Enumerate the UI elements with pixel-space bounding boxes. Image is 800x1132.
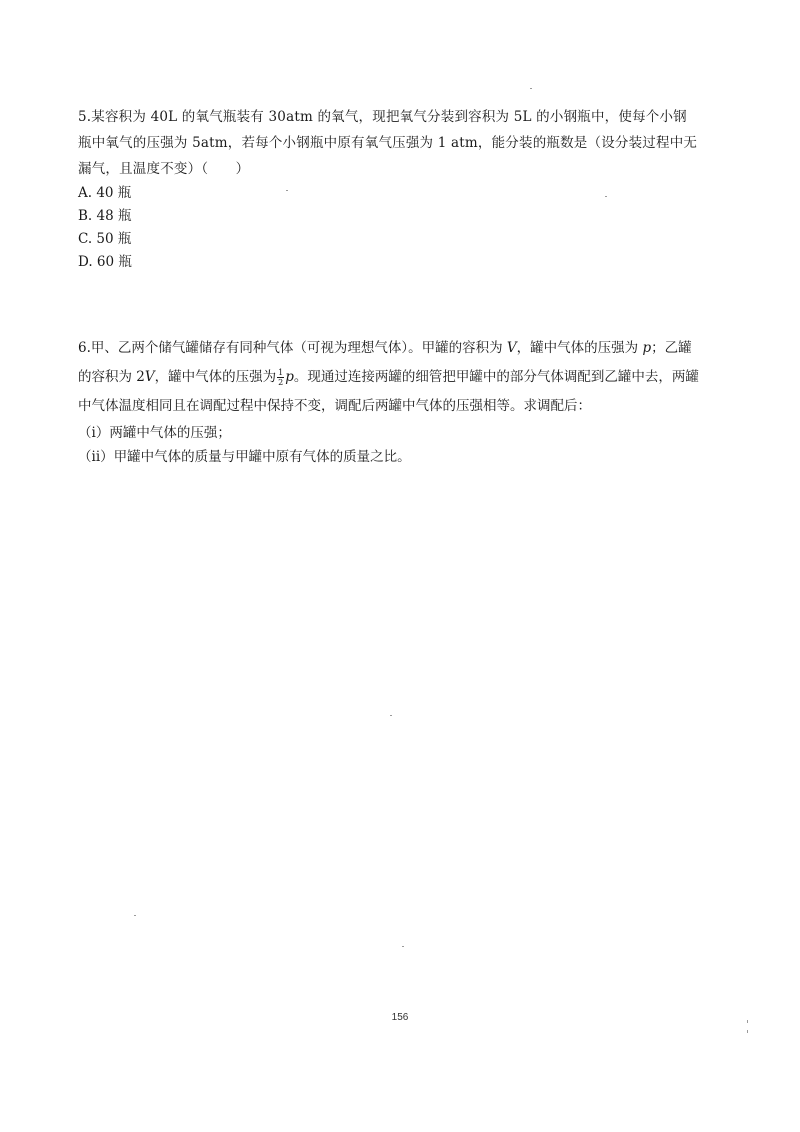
q6-text-3: ；乙罐的容积为 2 xyxy=(78,340,692,385)
scan-speck xyxy=(134,915,136,916)
question-6-stem xyxy=(78,334,700,421)
sub-question-ii: （ii）甲罐中气体的质量与甲罐中原有气体的质量之比。 xyxy=(78,449,411,465)
question-5 xyxy=(78,104,700,274)
var-p-2: p xyxy=(285,369,294,385)
scan-speck xyxy=(747,1030,748,1033)
var-v: V xyxy=(506,340,517,356)
q6-text-5: 。现通过连接两罐的细管把甲罐中的部分气体调配到乙罐中去，两罐中气体温度相同且在调配过程中保持不变，调配后两罐中气体的压强相等。求调配后： xyxy=(78,369,699,414)
scan-speck xyxy=(747,1020,748,1023)
option-b: B. 48 瓶 xyxy=(78,208,132,224)
option-a: A. 40 瓶 xyxy=(78,185,132,201)
scan-speck xyxy=(390,715,392,716)
scan-speck xyxy=(605,196,607,197)
fraction-denominator: 2 xyxy=(278,378,284,387)
scan-speck xyxy=(286,190,288,191)
question-5-stem: 5.某容积为 40L 的氧气瓶装有 30atm 的氧气，现把氧气分装到容积为 5L 的小钢瓶中，使每个小钢瓶中氧气的压强为 5atm，若每个小钢瓶中原有氧气压强为 1 atm，能分装的瓶数是（设分装过程中无漏气，且温度不变）（ ） xyxy=(78,109,698,177)
var-v-2: V xyxy=(144,369,155,385)
q6-text-1: 6.甲、乙两个储气罐储存有同种气体（可视为理想气体）。甲罐的容积为 xyxy=(78,340,507,356)
page-number: 156 xyxy=(391,1012,409,1023)
q6-text-4: ，罐中气体的压强为 xyxy=(154,369,277,385)
q6-text-2: ，罐中气体的压强为 xyxy=(516,340,643,356)
sub-question-i: （i）两罐中气体的压强； xyxy=(78,425,231,441)
var-p: p xyxy=(642,340,652,356)
scan-speck xyxy=(530,88,532,89)
question-6 xyxy=(78,334,700,469)
fraction-half xyxy=(277,368,284,387)
option-d: D. 60 瓶 xyxy=(78,254,132,270)
fraction-numerator: 1 xyxy=(278,368,284,377)
scan-speck xyxy=(402,946,404,947)
option-c: C. 50 瓶 xyxy=(78,231,132,247)
